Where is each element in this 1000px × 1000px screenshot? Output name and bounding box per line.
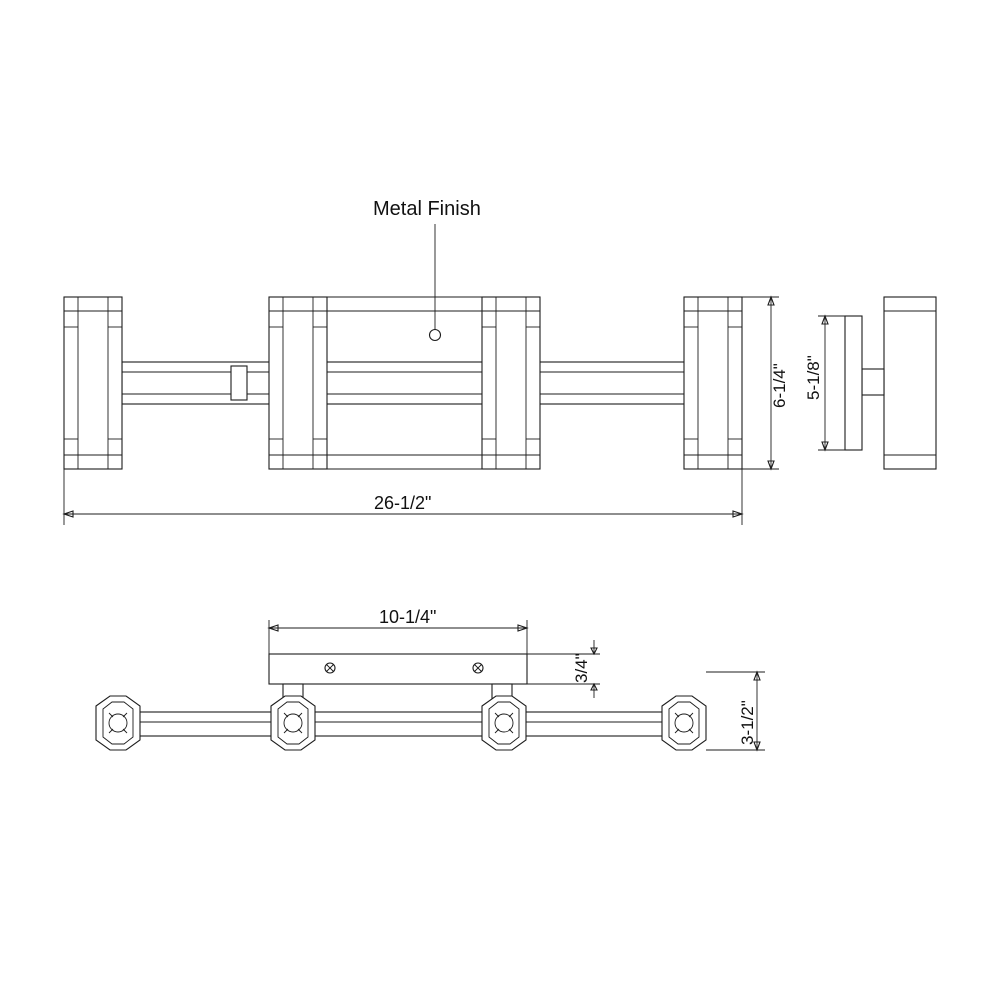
dimension-canopy-width <box>269 620 527 654</box>
dimension-front-width <box>64 469 742 525</box>
front-rail-connector <box>231 366 247 400</box>
top-plan-view <box>96 654 706 750</box>
dimension-canopy-thickness <box>527 640 600 698</box>
plan-shade-4 <box>662 696 706 750</box>
plan-shade-2 <box>271 696 315 750</box>
front-center-rail <box>122 362 740 404</box>
dimension-canopy-width-label: 10-1/4" <box>379 607 437 627</box>
dimension-side-height-label: 5-1/8" <box>804 355 823 400</box>
plan-stems <box>283 684 512 716</box>
front-shade-3 <box>482 297 540 469</box>
metal-finish-callout <box>430 224 441 341</box>
plan-shade-1 <box>96 696 140 750</box>
plan-shade-3 <box>482 696 526 750</box>
front-shade-4 <box>684 297 742 469</box>
dimension-top-depth <box>706 672 765 750</box>
dimension-front-height-label: 6-1/4" <box>770 363 789 408</box>
dimension-canopy-thickness-label: 3/4" <box>572 653 591 683</box>
dimension-front-width-label: 26-1/2" <box>374 493 432 513</box>
dimension-side-height <box>818 316 845 450</box>
front-shade-1 <box>64 297 122 469</box>
dimension-top-depth-label: 3-1/2" <box>738 700 757 745</box>
front-elevation-view <box>64 297 742 469</box>
front-shade-2 <box>269 297 327 469</box>
plan-canopy <box>269 654 527 684</box>
dimension-front-height <box>742 297 779 469</box>
metal-finish-label: Metal Finish <box>373 198 481 220</box>
side-elevation-view <box>845 297 936 469</box>
plan-rail <box>118 712 684 736</box>
